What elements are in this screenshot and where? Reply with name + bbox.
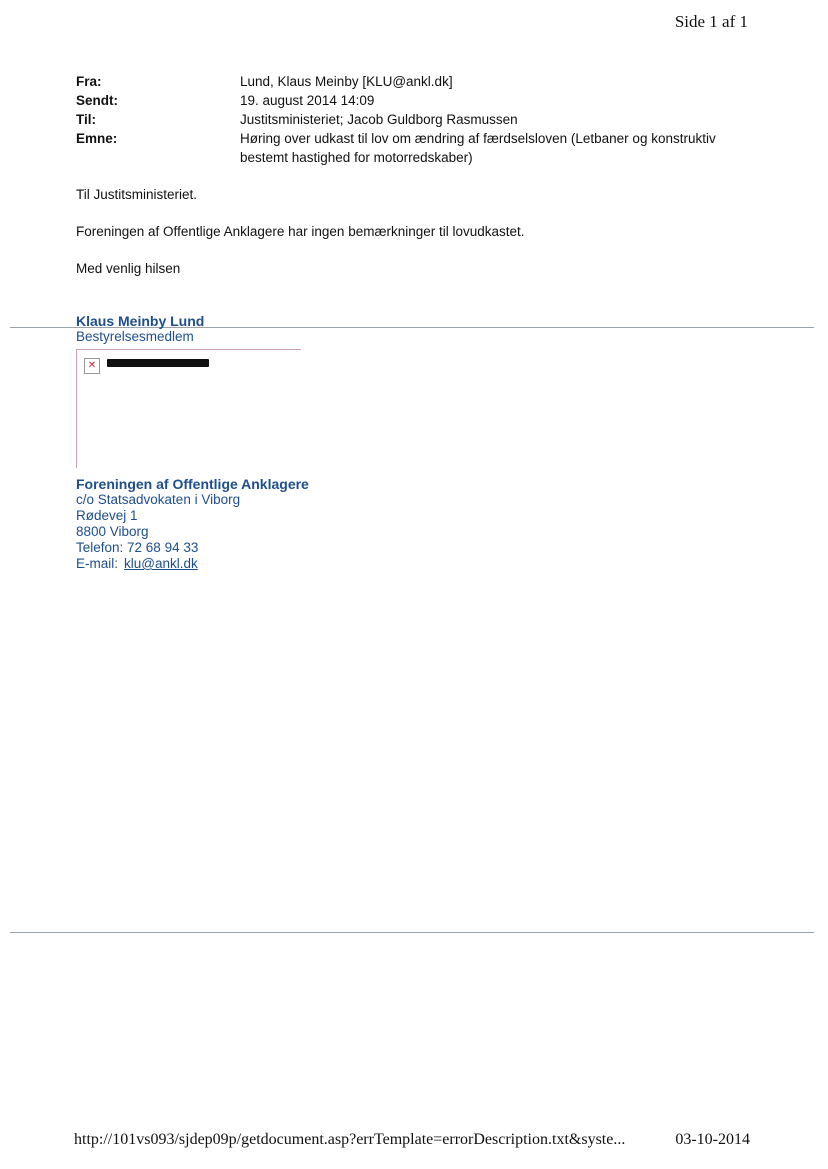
sent-row: [76, 91, 756, 110]
to-label: Til:: [76, 112, 96, 127]
page-divider: [10, 932, 814, 933]
page-number: Side 1 af 1: [674, 12, 748, 31]
email-label: E-mail:: [76, 556, 119, 571]
address-line-1: c/o Statsadvokaten i Viborg: [76, 492, 241, 507]
to-value: Justitsministeriet; Jacob Guldborg Rasmussen: [240, 112, 518, 127]
phone-number: Telefon: 72 68 94 33: [76, 540, 199, 555]
from-value: Lund, Klaus Meinby [KLU@ankl.dk]: [240, 74, 453, 89]
from-row: [76, 72, 756, 91]
address-line-2: Rødevej 1: [76, 508, 138, 523]
signature-block: [76, 313, 309, 572]
logo-placeholder: [76, 349, 301, 468]
print-footer: [74, 1131, 750, 1149]
sent-label: Sendt:: [76, 93, 118, 108]
sent-value: 19. august 2014 14:09: [240, 93, 375, 108]
to-row: [76, 110, 756, 129]
address-line-3: 8800 Viborg: [76, 524, 149, 539]
logo-alt-text-redacted: [107, 359, 209, 367]
greeting: Til Justitsministeriet.: [76, 187, 198, 202]
email-body: [76, 186, 756, 297]
footer-url: http://101vs093/sjdep09p/getdocument.asp?errTemplate=errorDescription.txt&syste...: [74, 1131, 626, 1148]
email-header: [76, 72, 756, 167]
footer-date: 03-10-2014: [675, 1131, 750, 1148]
subject-row: [76, 129, 756, 148]
message: Foreningen af Offentlige Anklagere har ingen bemærkninger til lovudkastet.: [76, 224, 525, 239]
email-line: [76, 556, 309, 572]
organization-name: Foreningen af Offentlige Anklagere: [76, 476, 309, 492]
signature-name: Klaus Meinby Lund: [76, 313, 205, 329]
from-label: Fra:: [76, 74, 102, 89]
subject-value-line2: bestemt hastighed for motorredskaber): [240, 150, 473, 165]
subject-label: Emne:: [76, 131, 118, 146]
broken-image-icon: ✕: [84, 358, 100, 374]
email-link[interactable]: klu@ankl.dk: [124, 556, 198, 571]
subject-value-line1: Høring over udkast til lov om ændring af færdselsloven (Letbaner og konstruktiv: [240, 131, 716, 146]
closing: Med venlig hilsen: [76, 261, 181, 276]
signature-title: Bestyrelsesmedlem: [76, 329, 194, 344]
